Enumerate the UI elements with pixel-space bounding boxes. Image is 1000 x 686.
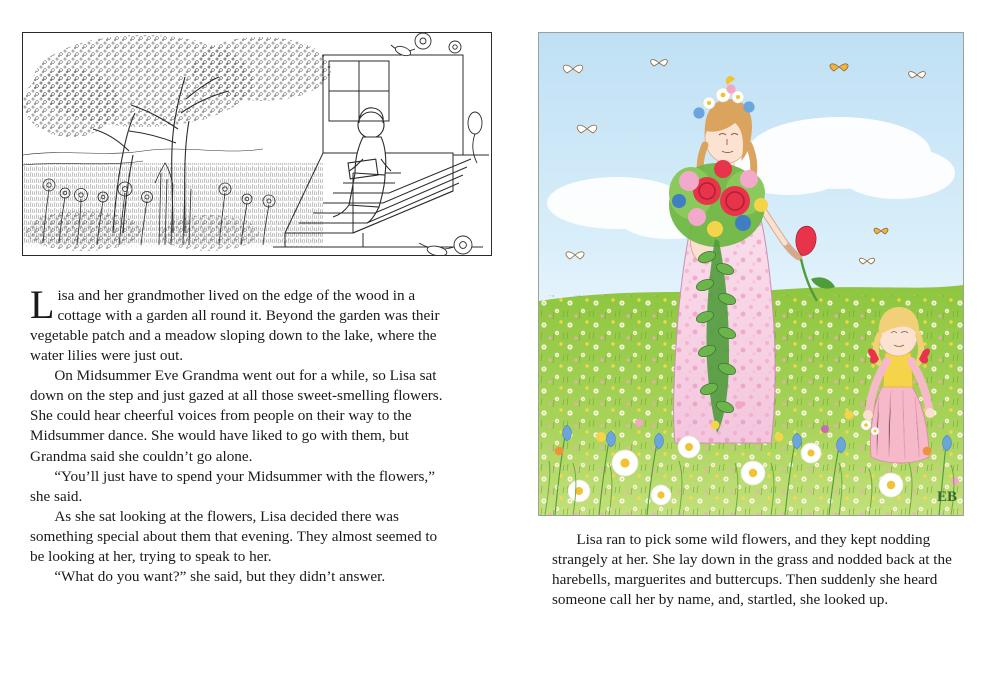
pen-and-ink-garden-scene: [22, 32, 492, 256]
paragraph-1-text: isa and her grandmother lived on the edge of the wood in a cottage with a garden all round it. Beyond the garden was their vegetable patch and a meadow sloping down to the lake, where the water lilies were just out.: [30, 287, 440, 365]
paragraph-5: “What do you want?” she said, but they didn’t answer.: [54, 567, 386, 585]
paragraph-3: “You’ll just have to spend your Midsummer with the flowers,” she said.: [30, 467, 435, 505]
left-page-body-text: [30, 282, 450, 587]
paragraph-1: [30, 282, 450, 366]
watercolour-flower-fairy-meadow: [538, 32, 964, 516]
paragraph-4: As she sat looking at the flowers, Lisa decided there was something special about them that evening. They almost seemed to be looking at her, trying to speak to her.: [30, 507, 438, 565]
artist-signature: EB: [937, 489, 958, 505]
paragraph-2: On Midsummer Eve Grandma went out for a while, so Lisa sat down on the step and just gazed at all those sweet-smelling flowers. She could hear cheerful voices from people on their way to the Midsummer dance. She would have liked to go with them, but Grandma said she couldn’t go alone.: [30, 367, 443, 465]
right-page: [500, 0, 1000, 686]
drop-cap: L: [30, 282, 55, 327]
paragraph-1: Lisa ran to pick some wild flowers, and they kept nodding strangely at her. She lay down in the grass and nodded back at the harebells, marguerites and buttercups. Then suddenly she heard someone call her by name, and, startled, she looked up.: [552, 531, 952, 609]
right-page-body-text: [552, 530, 956, 610]
